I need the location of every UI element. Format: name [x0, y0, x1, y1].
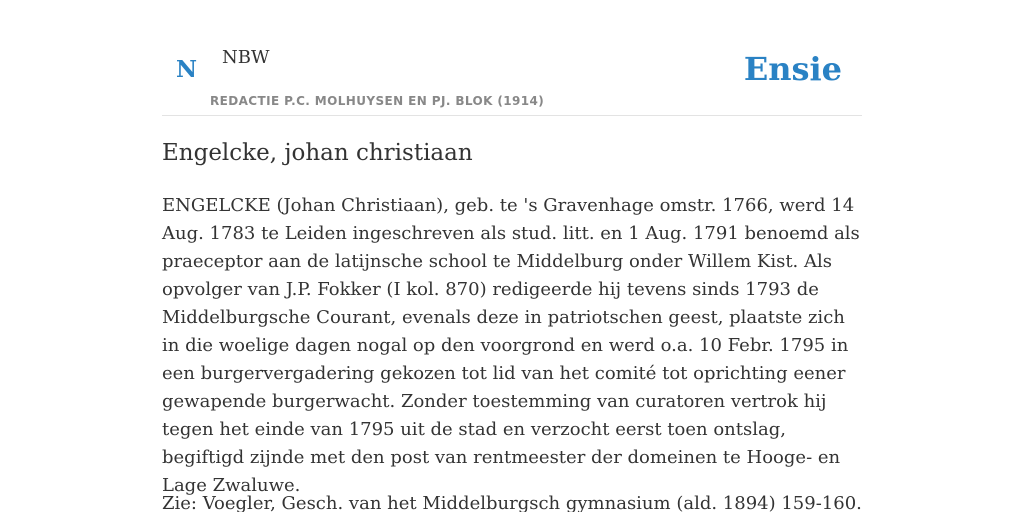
- book-name[interactable]: NBW: [222, 47, 270, 68]
- article-body: ENGELCKE (Johan Christiaan), geb. te 's Gravenhage omstr. 1766, werd 14 Aug. 1783 te Leiden ingeschreven als stud. litt. en 1 Aug. 1791 benoemd als praeceptor aan de latijnsche school te Middelburg onder Willem Kist. Als opvolger van J.P. Fokker (I kol. 870) redigeerde hij tevens sinds 1793 de Middelburgsche Courant, evenals deze in patriotschen geest, plaatste zich in die woelige dagen nogal op den voorgrond en werd o.a. 10 Febr. 1795 in een burgervergadering gekozen tot lid van het comité tot oprichting eener gewapende burgerwacht. Zonder toestemming van curatoren vertrok hij tegen het einde van 1795 uit de stad en verzocht eerst toen ontslag, begiftigd zijnde met den post van rentmeester der domeinen te Hooge- en Lage Zwaluwe.: [162, 195, 860, 496]
- article-reference: Zie: Voegler, Gesch. van het Middelburgsch gymnasium (ald. 1894) 159-160.: [162, 493, 862, 512]
- page: [162, 0, 862, 512]
- book-logo-letter[interactable]: N: [176, 56, 198, 83]
- article-title: Engelcke, johan christiaan: [162, 140, 473, 166]
- book-subtitle: REDACTIE P.C. MOLHUYSEN EN PJ. BLOK (1914): [210, 94, 545, 108]
- brand-logo-link[interactable]: Ensie: [743, 50, 842, 88]
- header: [162, 0, 862, 116]
